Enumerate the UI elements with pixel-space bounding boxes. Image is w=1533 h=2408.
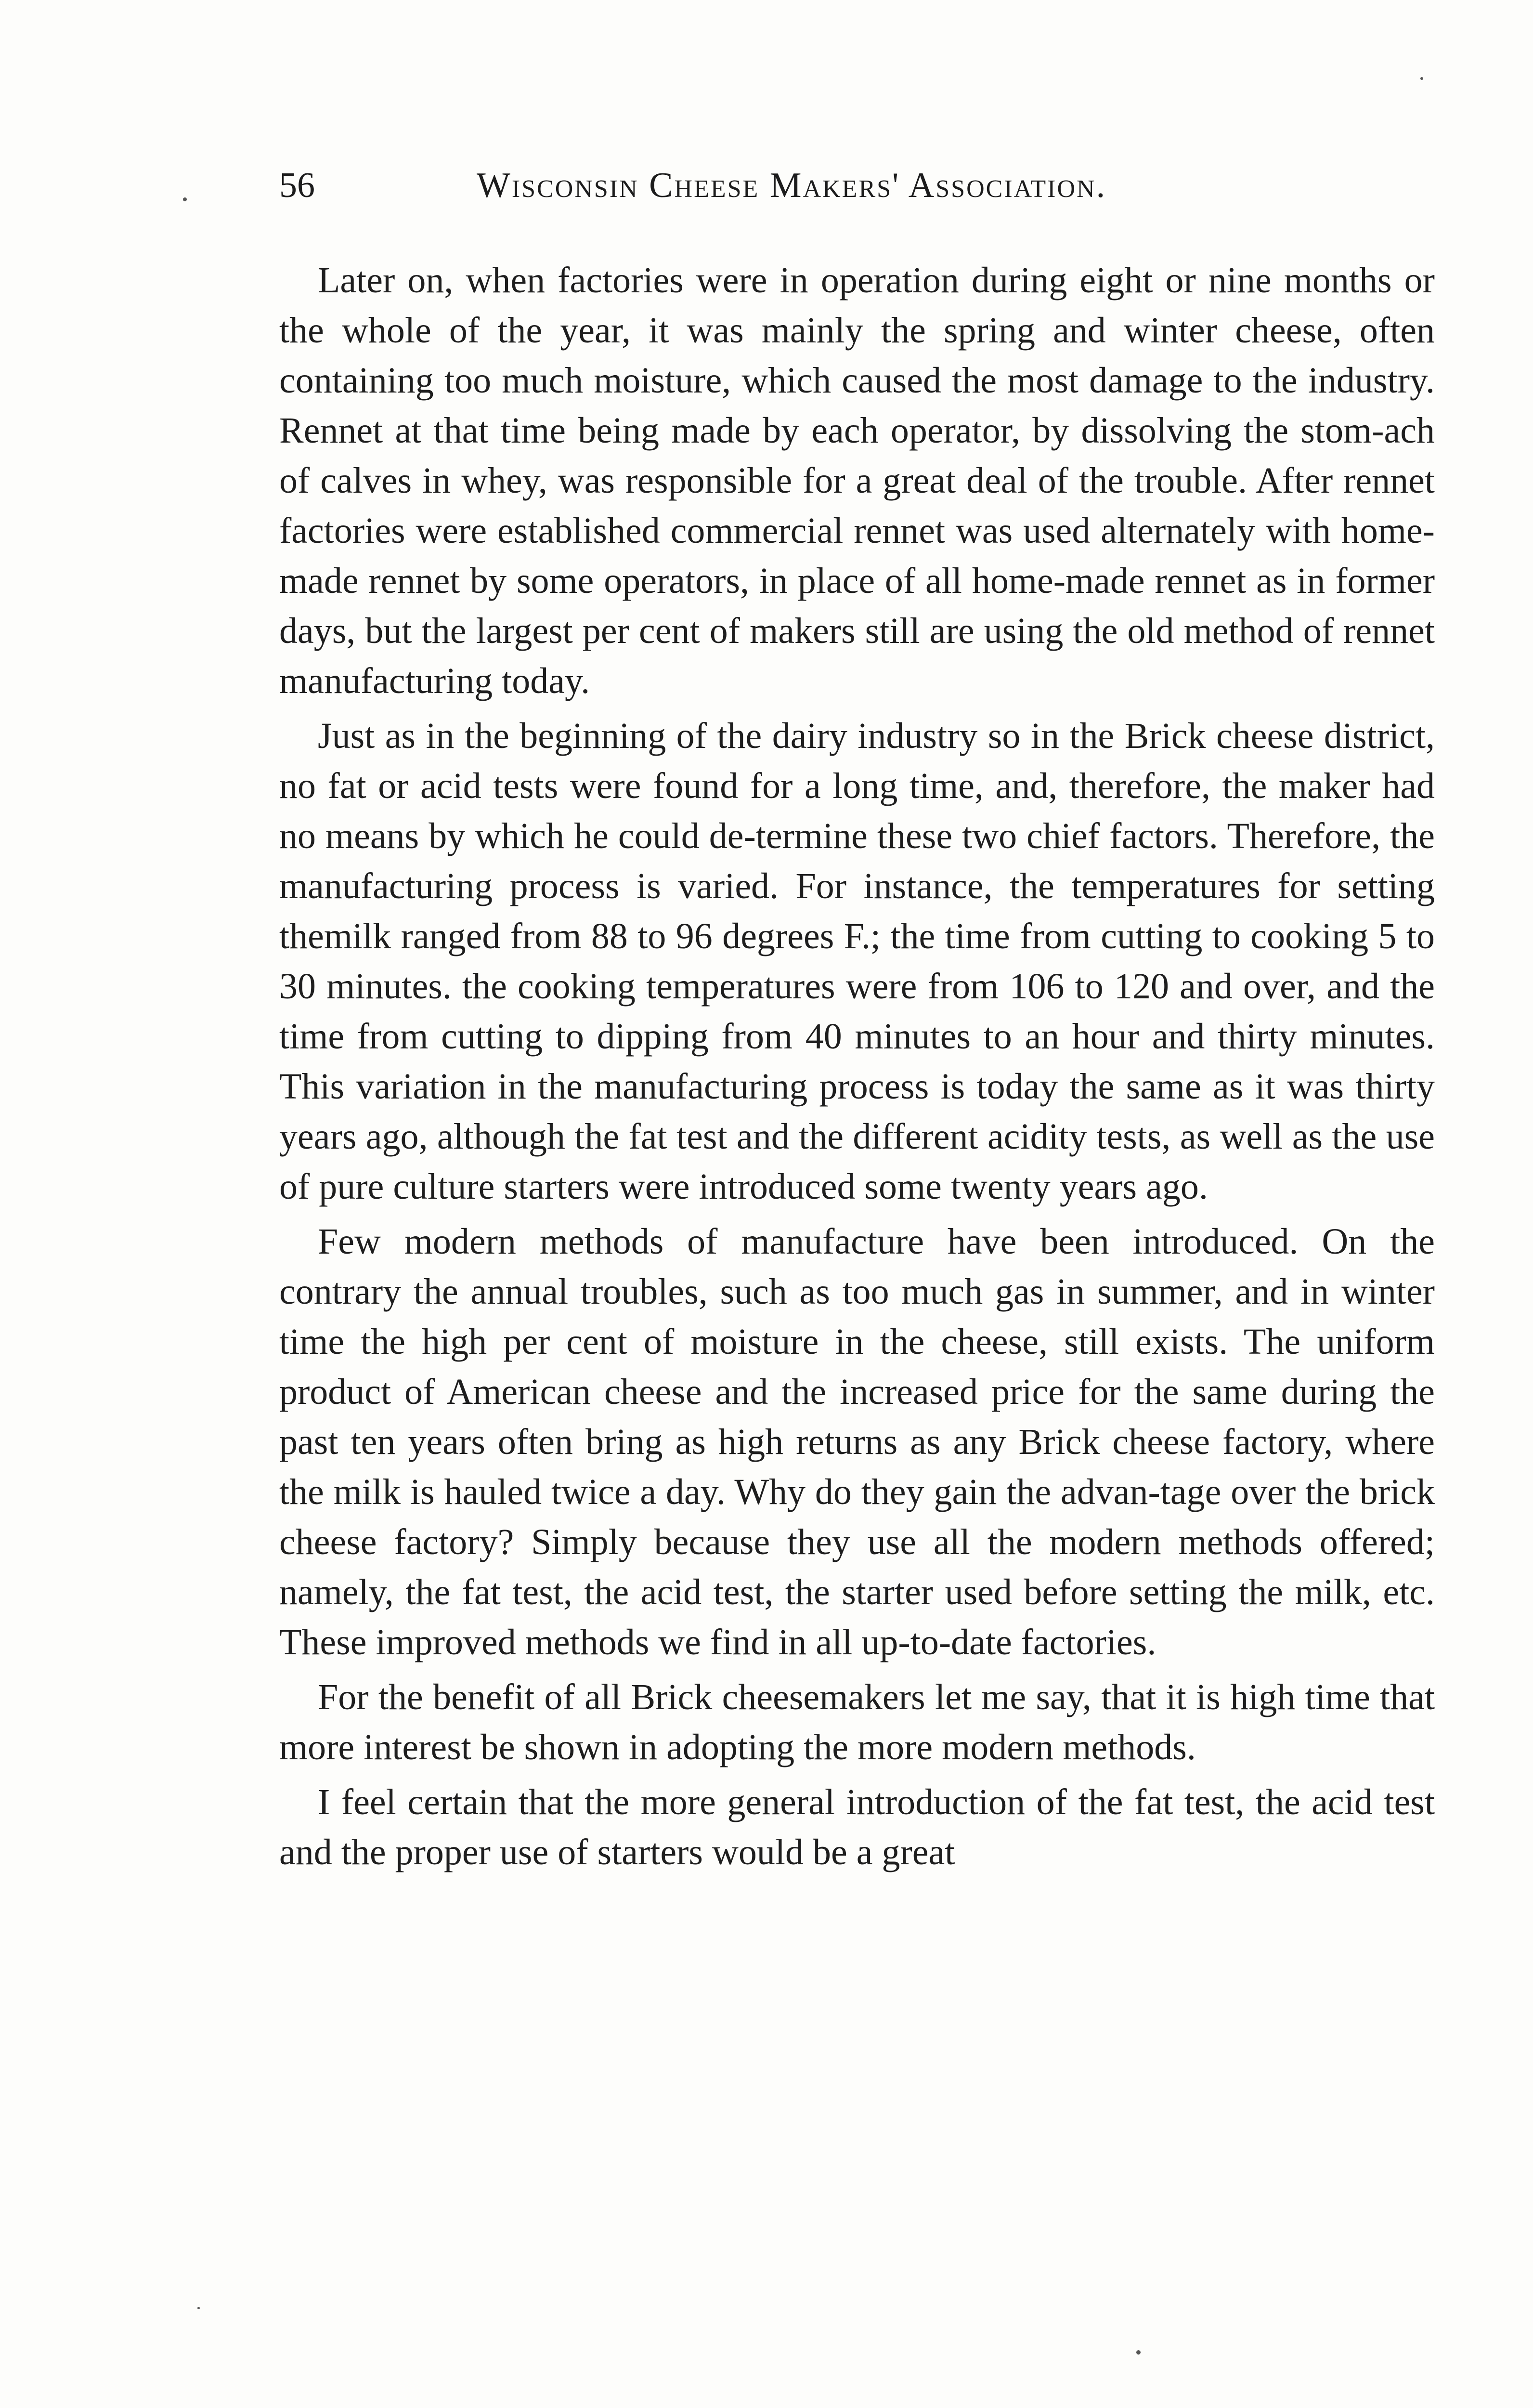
header-title: Wisconsin Cheese Makers' Association. (477, 166, 1107, 205)
paragraph-brick-cheese-process: Just as in the beginning of the dairy industry so in the Brick cheese district, no fat or acid tests were found for a long time, and, therefore, the maker had no means by which he could de-termine these two chief factors. Therefore, the manufacturing process is varied. For instance, the temperatures for setting themilk ranged from 88 to 96 degrees F.; the time from cutting to cooking 5 to 30 minutes. the cooking temperatures were from 106 to 120 and over, and the time from cutting to dipping from 40 minutes to an hour and thirty minutes. This variation in the manufacturing process is today the same as it was thirty years ago, although the fat test and the different acidity tests, as well as the use of pure culture starters were introduced some twenty years ago. (279, 716, 1435, 1207)
paragraph-modern-methods: Few modern methods of manufacture have been introduced. On the contrary the annual troubles, such as too much gas in summer, and in winter time the high per cent of moisture in the cheese, still exists. The uniform product of American cheese and the increased price for the same during the past ten years often bring as high returns as any Brick cheese factory, where the milk is hauled twice a day. Why do they gain the advan-tage over the brick cheese factory? Simply because they use all the modern methods offered; namely, the fat test, the acid test, the starter used before setting the milk, etc. These improved methods we find in all up-to-date factories. (279, 1221, 1435, 1662)
scan-speck (1136, 2350, 1141, 2355)
paragraph-benefit: For the benefit of all Brick cheesemakers let me say, that it is high time that more interest be shown in adopting the more modern methods. (279, 1677, 1435, 1767)
scan-speck (197, 2307, 200, 2309)
scan-speck (183, 197, 187, 201)
running-header (279, 159, 1300, 217)
scan-speck (1420, 77, 1423, 80)
paragraph-conclusion: I feel certain that the more general introduction of the fat test, the acid test and the proper use of starters would be a great (279, 1782, 1435, 1872)
paragraph-rennet-history: Later on, when factories were in operation during eight or nine months or the whole of the year, it was mainly the spring and winter cheese, often containing too much moisture, which caused the most damage to the industry. Rennet at that time being made by each operator, by dissolving the stom-ach of calves in whey, was responsible for a great deal of the trouble. After rennet factories were established commercial rennet was used alternately with home-made rennet by some operators, in place of all home-made rennet as in former days, but the largest per cent of makers still are using the old method of rennet manufacturing today. (279, 260, 1435, 701)
body-text (279, 255, 1435, 1882)
page-number: 56 (279, 166, 315, 205)
